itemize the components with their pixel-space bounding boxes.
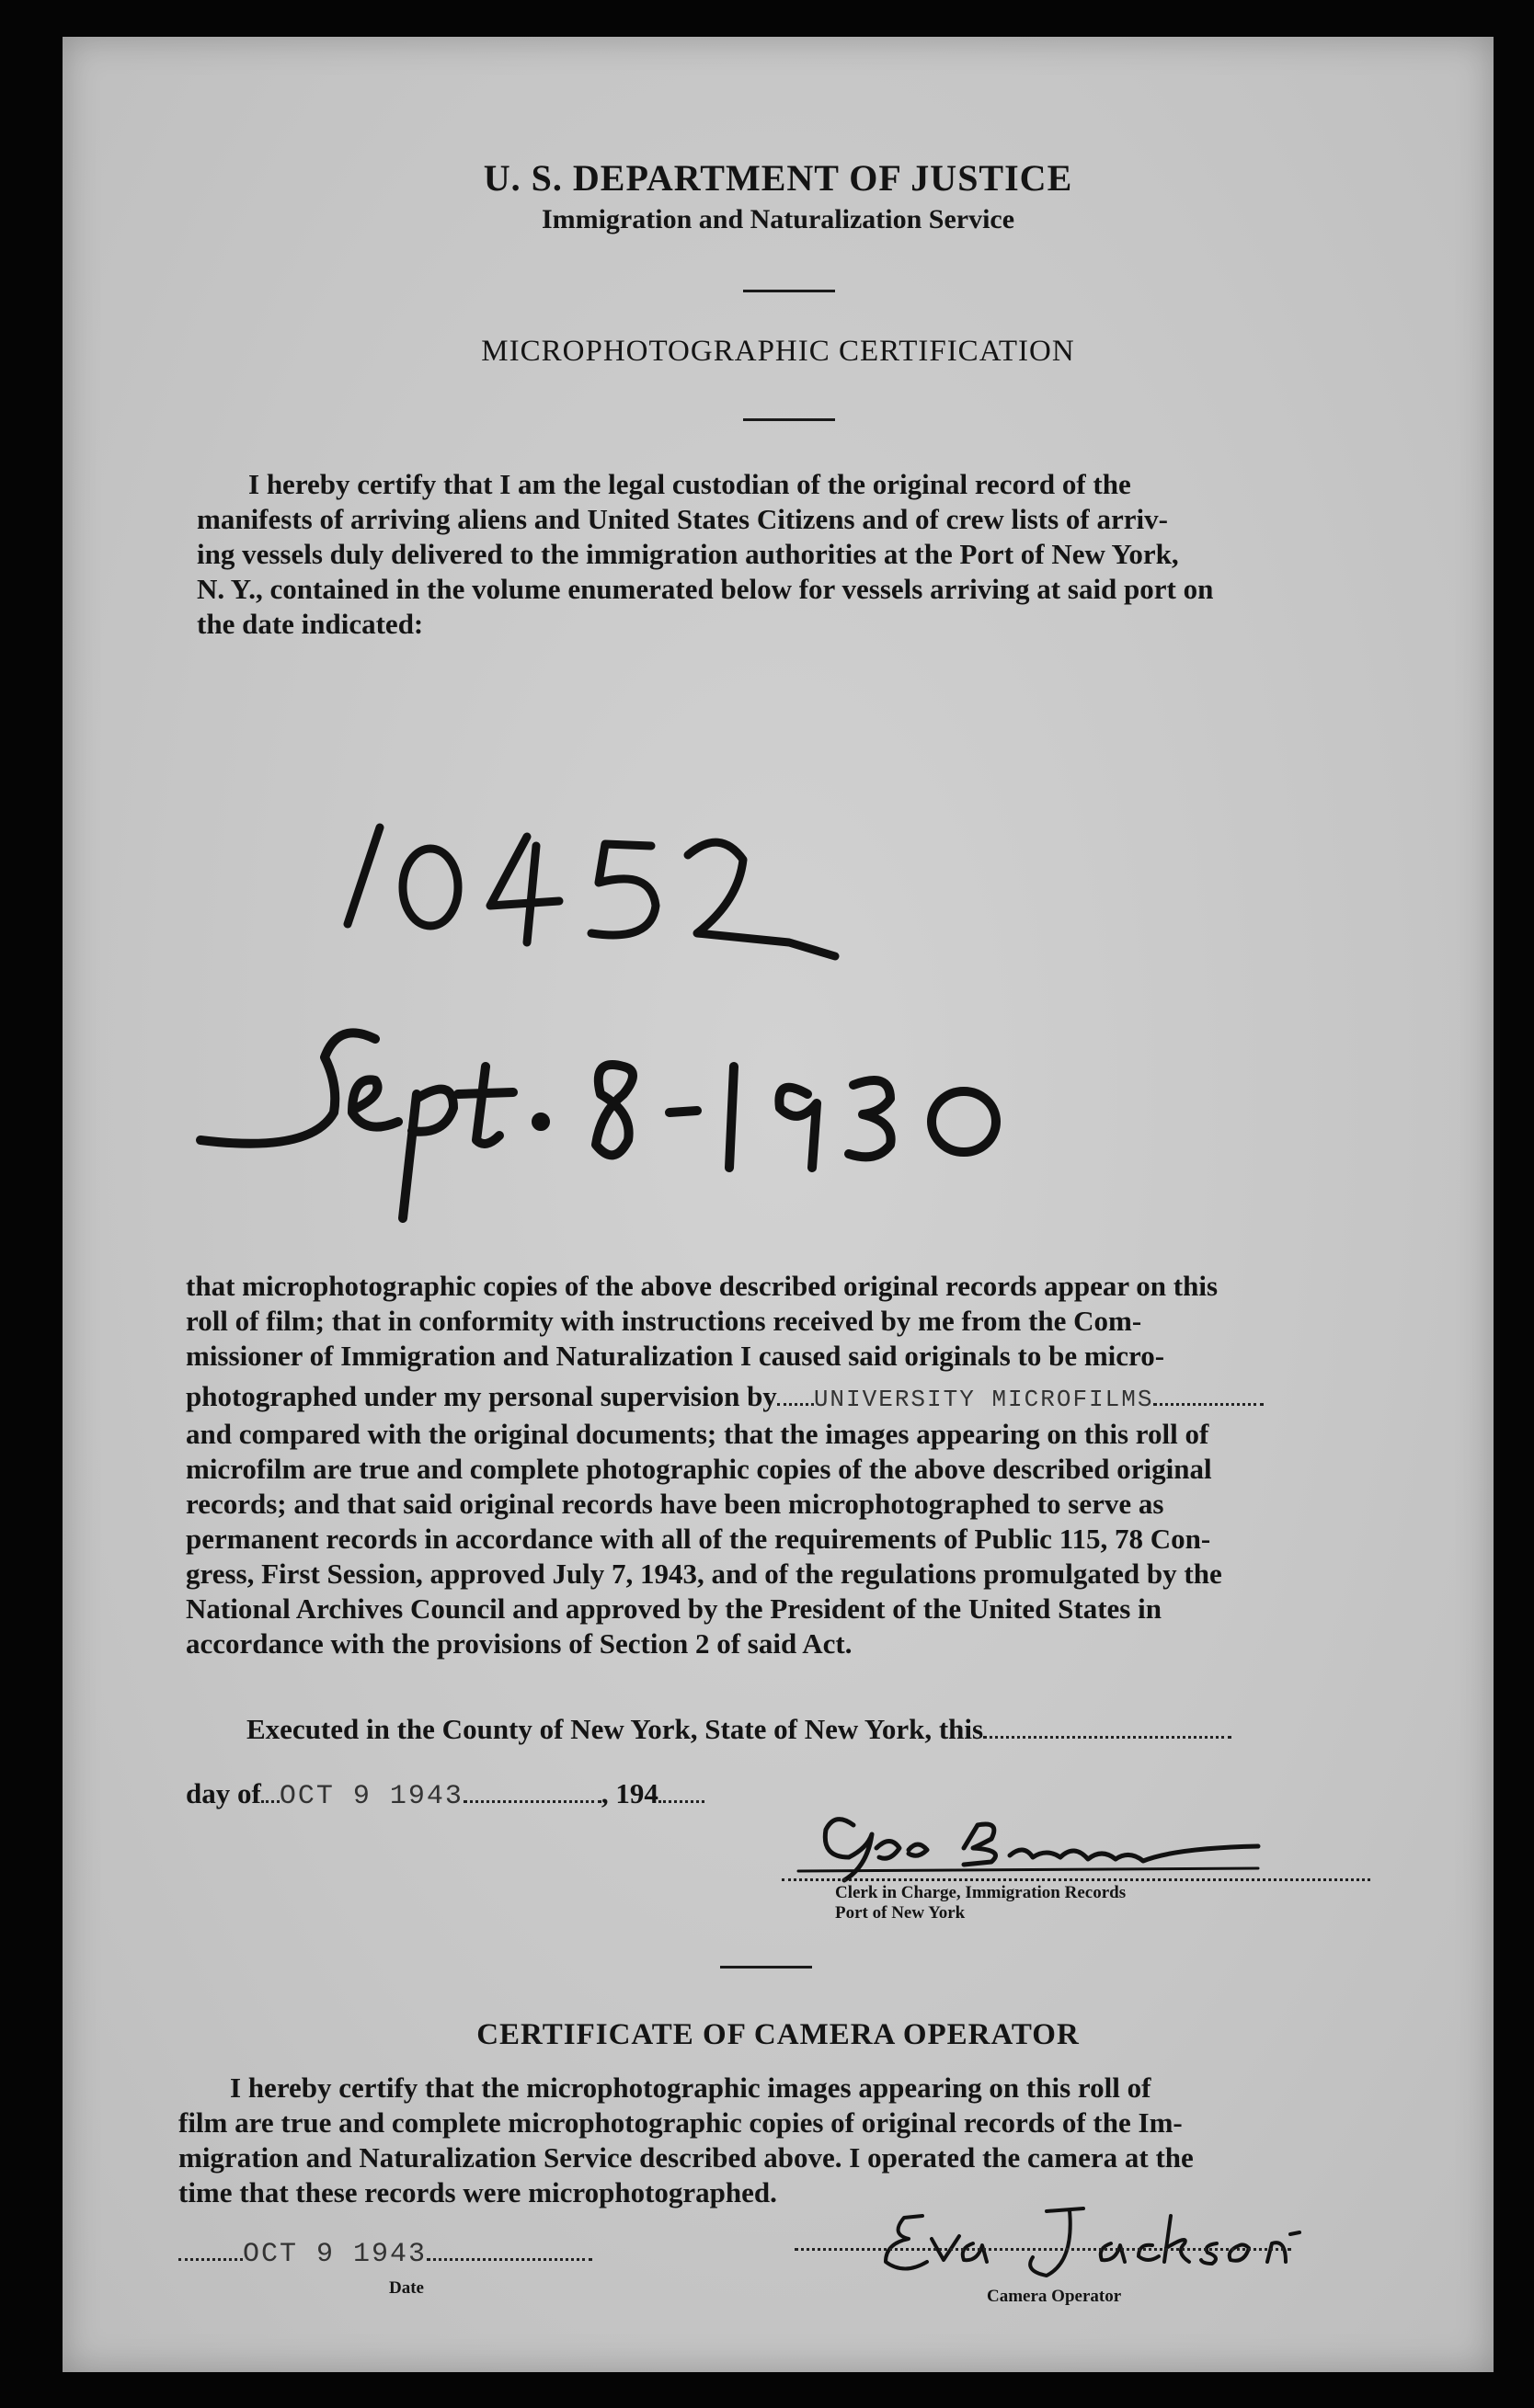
day-of-label: day of [186,1777,261,1809]
intro-line: ing vessels duly delivered to the immigration authorities at the Port of New York, [197,538,1179,570]
clerk-title-line: Port of New York [835,1903,966,1923]
operator-dotted-line [795,2239,1310,2255]
handwritten-stroke [348,827,380,924]
body-line-with-company [186,1379,1440,1417]
body-paragraph [186,1269,1440,1661]
certification-title: MICROPHOTOGRAPHIC CERTIFICATION [481,335,1075,368]
operator-signature [890,2225,895,2226]
dotted-line [777,1402,814,1406]
typed-company-name: UNIVERSITY MICROFILMS [813,1386,1154,1413]
agency-heading: U. S. DEPARTMENT OF JUSTICE [483,157,1073,199]
intro-line: N. Y., contained in the volume enumerated below for vessels arriving at said port on [197,573,1214,605]
handwritten-stroke [490,837,559,942]
dotted-line [658,1799,704,1803]
handwritten-stroke [596,1065,633,1155]
intro-line: manifests of arriving aliens and United States Citizens and of crew lists of arriv- [197,503,1168,535]
handwritten-stroke [200,1033,375,1143]
camera-certificate-paragraph [178,2071,1429,2210]
intro-line: the date indicated: [197,608,424,640]
body-line: National Archives Council and approved by the President of the United States in [186,1592,1162,1625]
signature-stroke [876,1842,927,1859]
camera-certificate-title: CERTIFICATE OF CAMERA OPERATOR [476,2018,1080,2051]
dotted-line [464,1799,601,1803]
camera-line: film are true and complete microphotographic copies of original records of the Im- [178,2106,1183,2139]
body-line: gress, First Session, approved July 7, 1943, and of the regulations promulgated by the [186,1558,1222,1590]
handwritten-stroke [849,1080,891,1157]
dotted-line [427,2257,592,2261]
handwritten-stroke [779,1088,817,1168]
handwritten-stroke [458,1067,513,1144]
body-line: records; and that said original records have been microphotographed to serve as [186,1488,1164,1520]
camera-line: migration and Naturalization Service described above. I operated the camera at the [178,2141,1194,2174]
camera-operator-label: Camera Operator [987,2287,1122,2306]
body-line: photographed under my personal supervision by [186,1380,777,1412]
certificate-page [63,37,1494,2372]
signature-stroke [964,1824,996,1865]
handwritten-stroke [688,842,835,956]
year-prefix: , 194 [601,1777,658,1809]
handwritten-entry [63,37,1494,1232]
handwritten-volume-number [449,846,452,847]
divider [720,1966,812,1969]
camera-line: time that these records were microphotographed. [178,2176,777,2208]
body-line: roll of film; that in conformity with instructions received by me from the Com- [186,1305,1142,1337]
handwritten-stroke [403,1090,453,1218]
dotted-line [178,2257,243,2261]
handwritten-stroke [729,1067,734,1168]
clerk-signature [798,1811,803,1812]
service-heading: Immigration and Naturalization Service [541,204,1015,234]
dotted-line [983,1735,1231,1739]
handwritten-stroke [352,1079,398,1126]
camera-date-line [178,2239,675,2270]
handwritten-stroke [536,1117,545,1126]
date-label: Date [389,2278,424,2298]
handwritten-stroke [591,844,656,935]
handwritten-date [449,1094,453,1095]
body-line: microfilm are true and complete photographic copies of the above described original [186,1453,1212,1485]
executed-text: Executed in the County of New York, State of New York, this [246,1713,984,1745]
typed-execution-date: OCT 9 1943 [279,1781,464,1812]
clerk-title-line: Clerk in Charge, Immigration Records [835,1883,1127,1902]
clerk-title [835,1883,1126,1923]
handwritten-stroke [932,1091,996,1152]
body-line: missioner of Immigration and Naturalization I caused said originals to be micro- [186,1340,1165,1372]
handwritten-stroke [670,1111,697,1113]
camera-typed-date: OCT 9 1943 [243,2239,428,2270]
body-line: and compared with the original documents; that the images appearing on this roll of [186,1418,1209,1450]
dotted-line [1153,1402,1264,1406]
dotted-line [261,1799,280,1803]
body-line: accordance with the provisions of Section 2 of said Act. [186,1627,853,1660]
signature-stroke [1010,1846,1258,1861]
intro-line: I hereby certify that I am the legal custodian of the original record of the [248,468,1131,500]
camera-line: I hereby certify that the microphotographic images appearing on this roll of [230,2071,1151,2104]
body-line: that microphotographic copies of the above described original records appear on this [186,1270,1219,1302]
execution-line [246,1712,1442,1747]
body-line: permanent records in accordance with all of the requirements of Public 115, 78 Con- [186,1523,1211,1555]
handwritten-stroke [403,849,458,926]
